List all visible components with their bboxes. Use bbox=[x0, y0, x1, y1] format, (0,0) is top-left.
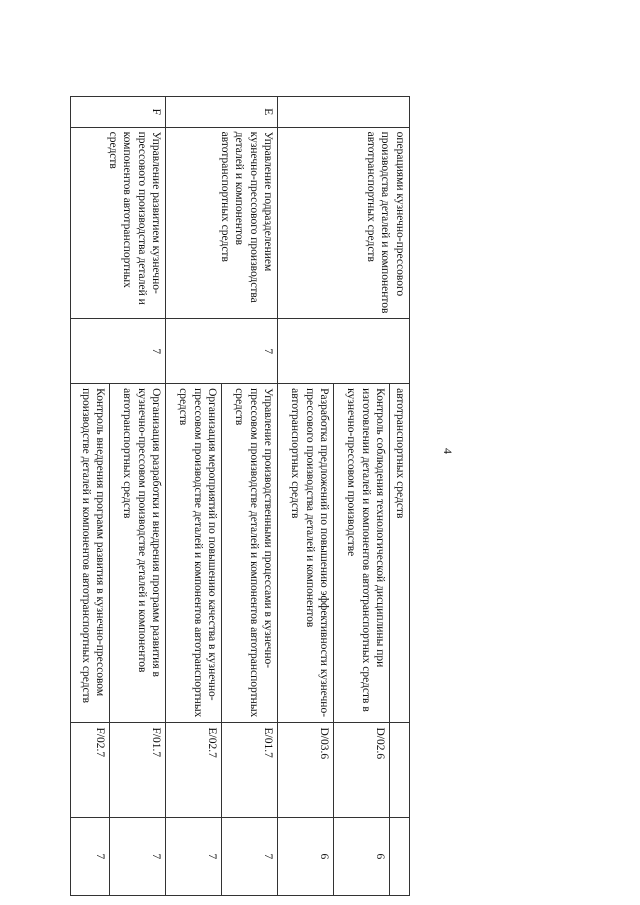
gtf-code: F bbox=[71, 97, 166, 128]
tf-name: Организация мероприятий по повышению качества в кузнечно-прессовом производстве деталей и компонентов автотранспортных средств bbox=[166, 384, 222, 723]
tf-code: F/02.7 bbox=[71, 723, 110, 817]
page-number: 4 bbox=[441, 448, 455, 454]
rotated-table-container bbox=[70, 96, 410, 896]
tf-name: Контроль внедрения программ развития в кузнечно-прессовом производстве деталей и компонентов автотранспортных средств bbox=[71, 384, 110, 723]
gtf-name: Управление развитием кузнечно-прессового производства деталей и компонентов автотранспортных средств bbox=[71, 127, 166, 319]
table-row bbox=[390, 97, 410, 896]
tf-name: Управление производственными процессами в кузнечно-прессовом производстве деталей и компонентов автотранспортных средств bbox=[222, 384, 278, 723]
gtf-name: Управление подразделением кузнечно-прессового производства деталей и компонентов автотранспортных средств bbox=[166, 127, 278, 319]
gtf-code: E bbox=[166, 97, 278, 128]
gtf-name: операциями кузнечно-прессового производства деталей и компонентов автотранспортных средств bbox=[278, 127, 410, 319]
tf-name: Разработка предложений по повышению эффективности кузнечно-прессового производства деталей и компонентов автотранспортных средств bbox=[278, 384, 334, 723]
table-row bbox=[110, 97, 166, 896]
tf-level: 7 bbox=[110, 817, 166, 895]
tf-code: D/03.6 bbox=[278, 723, 334, 817]
gtf-level: 7 bbox=[166, 319, 278, 384]
tf-level bbox=[390, 817, 410, 895]
tf-code: D/02.6 bbox=[334, 723, 390, 817]
functions-table bbox=[70, 96, 410, 896]
tf-level: 7 bbox=[166, 817, 222, 895]
tf-code bbox=[390, 723, 410, 817]
gtf-level bbox=[278, 319, 410, 384]
tf-name: Организация разработки и внедрения программ развития в кузнечно-прессовом производстве деталей и компонентов автотранспортных средств bbox=[110, 384, 166, 723]
tf-name: Контроль соблюдения технологической дисциплины при изготовлении деталей и компонентов автотранспортных средств в кузнечно-прессовом производстве bbox=[334, 384, 390, 723]
gtf-code bbox=[278, 97, 410, 128]
tf-code: E/02.7 bbox=[166, 723, 222, 817]
tf-level: 6 bbox=[334, 817, 390, 895]
tf-level: 6 bbox=[278, 817, 334, 895]
table-row bbox=[222, 97, 278, 896]
tf-code: F/01.7 bbox=[110, 723, 166, 817]
gtf-level: 7 bbox=[71, 319, 166, 384]
tf-code: E/01.7 bbox=[222, 723, 278, 817]
tf-level: 7 bbox=[71, 817, 110, 895]
tf-level: 7 bbox=[222, 817, 278, 895]
tf-name: автотранспортных средств bbox=[390, 384, 410, 723]
